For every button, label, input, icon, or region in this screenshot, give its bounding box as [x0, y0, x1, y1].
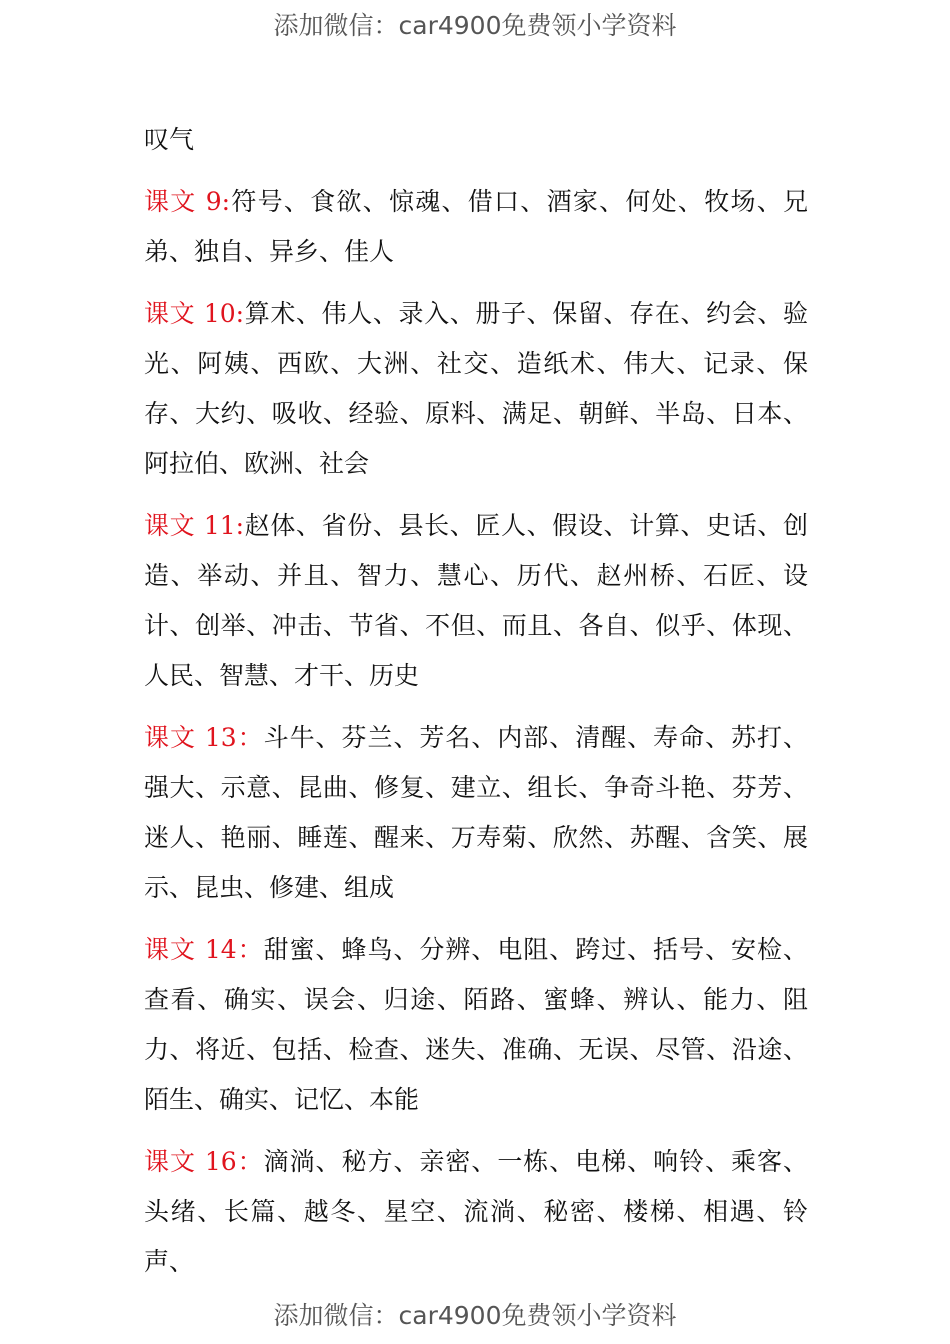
lesson-words: 赵体、省份、县长、匠人、假设、计算、史话、创造、举动、并且、智力、慧心、历代、赵州桥、石匠、设计、创举、冲击、节省、不但、而且、各自、似乎、体现、人民、智慧、才干、历史 [144, 511, 808, 690]
lesson-label: 课文 10: [144, 299, 245, 328]
lesson-paragraph [144, 1137, 808, 1287]
lesson-paragraph [144, 177, 808, 277]
lesson-paragraph [144, 501, 808, 701]
lesson-paragraph [144, 289, 808, 489]
lesson-paragraph [144, 115, 808, 165]
lesson-label: 课文 14： [144, 935, 264, 964]
lesson-label: 课文 9: [144, 187, 231, 216]
lesson-label: 课文 16： [144, 1147, 264, 1176]
lesson-words: 符号、食欲、惊魂、借口、酒家、何处、牧场、兄弟、独自、异乡、佳人 [144, 187, 808, 266]
lesson-words: 算术、伟人、录入、册子、保留、存在、约会、验光、阿姨、西欧、大洲、社交、造纸术、伟大、记录、保存、大约、吸收、经验、原料、满足、朝鲜、半岛、日本、阿拉伯、欧洲、社会 [144, 299, 808, 478]
lesson-words: 甜蜜、蜂鸟、分辨、电阻、跨过、括号、安检、查看、确实、误会、归途、陌路、蜜蜂、辨认、能力、阻力、将近、包括、检查、迷失、准确、无误、尽管、沿途、陌生、确实、记忆、本能 [144, 935, 808, 1114]
lesson-words: 滴淌、秘方、亲密、一栋、电梯、响铃、乘客、头绪、长篇、越冬、星空、流淌、秘密、楼梯、相遇、铃声、 [144, 1147, 808, 1276]
watermark-top: 添加微信：car4900免费领小学资料 [273, 11, 677, 40]
watermark-bottom: 添加微信：car4900免费领小学资料 [273, 1301, 677, 1330]
lesson-words: 斗牛、芬兰、芳名、内部、清醒、寿命、苏打、强大、示意、昆曲、修复、建立、组长、争奇斗艳、芬芳、迷人、艳丽、睡莲、醒来、万寿菊、欣然、苏醒、含笑、展示、昆虫、修建、组成 [144, 723, 808, 902]
lesson-paragraph [144, 925, 808, 1125]
lesson-label: 课文 11: [144, 511, 245, 540]
lesson-paragraph [144, 713, 808, 913]
lesson-label: 课文 13： [144, 723, 264, 752]
vocabulary-list [144, 115, 808, 1299]
lesson-words: 叹气 [144, 125, 195, 154]
